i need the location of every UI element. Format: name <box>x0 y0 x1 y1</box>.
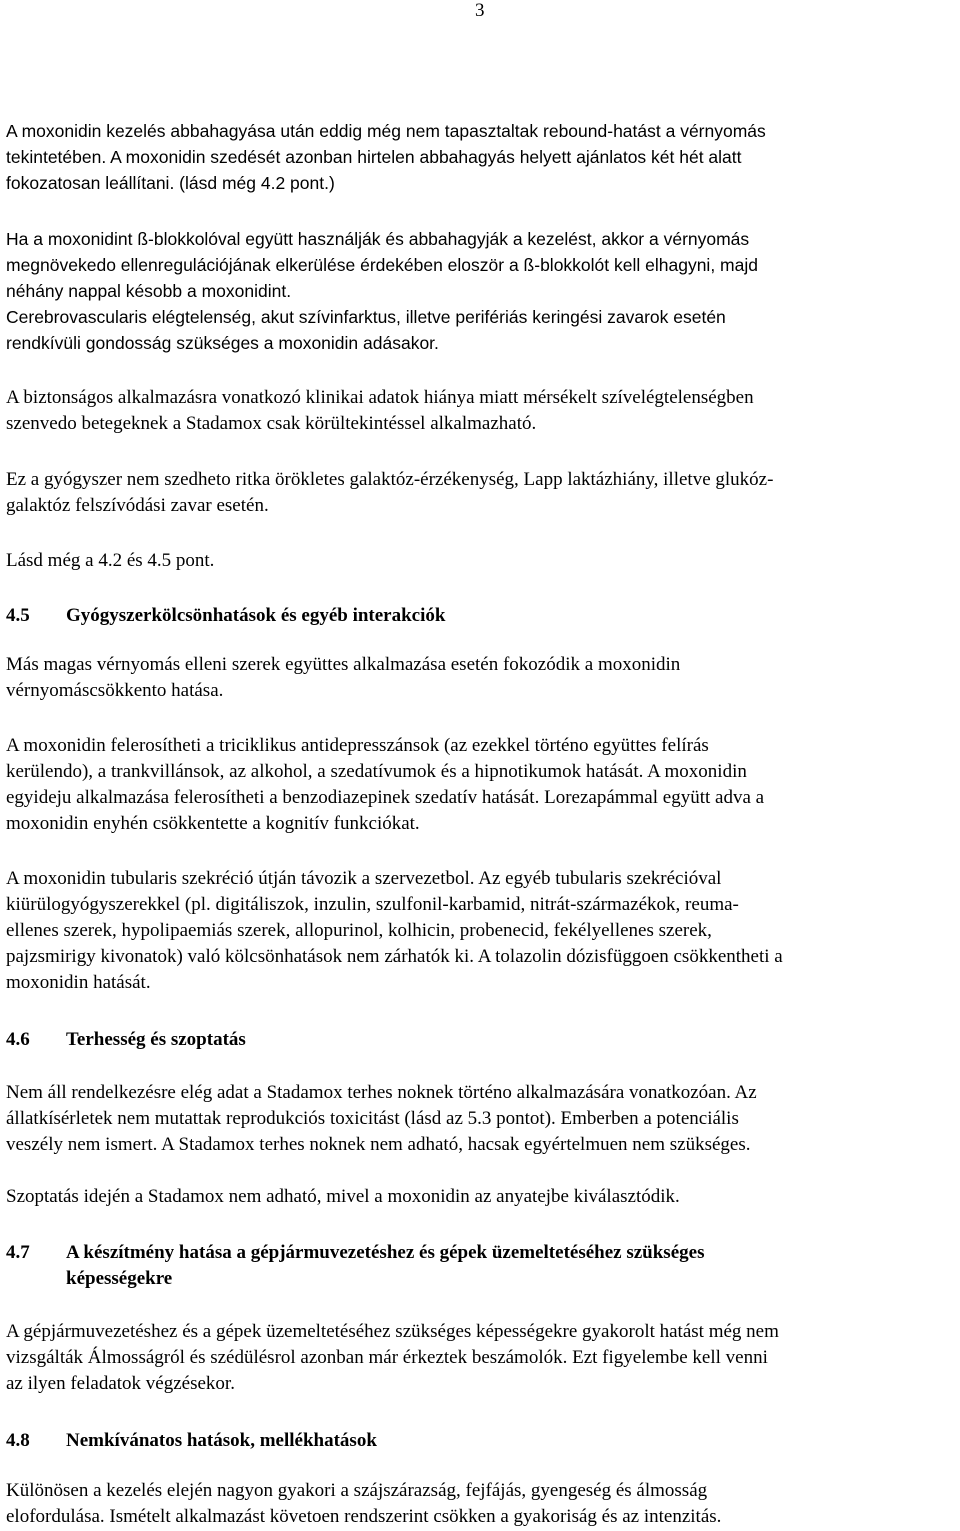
section-number: 4.6 <box>6 1029 30 1050</box>
paragraph-heart-failure <box>6 385 954 437</box>
text-line: ellenes szerek, hypolipaemiás szerek, allopurinol, kolhicin, probenecid, fekélyellenes szerek, <box>6 920 712 941</box>
text-line: moxonidin enyhén csökkentette a kognitív funkciókat. <box>6 813 420 834</box>
section-number: 4.7 <box>6 1242 30 1263</box>
text-line: A biztonságos alkalmazásra vonatkozó klinikai adatok hiánya miatt mérsékelt szívelégtelenségben <box>6 387 754 408</box>
text-line: moxonidin hatását. <box>6 972 151 993</box>
page-number: 3 <box>475 0 485 21</box>
section-heading-4-5 <box>6 603 954 629</box>
text-line: Lásd még a 4.2 és 4.5 pont. <box>6 550 215 571</box>
text-line: Szoptatás idején a Stadamox nem adható, mivel a moxonidin az anyatejbe kiválasztódik. <box>6 1186 680 1207</box>
paragraph-antihypertensives <box>6 652 954 704</box>
section-number: 4.8 <box>6 1430 30 1451</box>
text-line: Nem áll rendelkezésre elég adat a Stadamox terhes noknek történo alkalmazására vonatkozóan. Az <box>6 1082 757 1103</box>
text-line: vérnyomáscsökkento hatása. <box>6 680 224 701</box>
paragraph-beta-blocker <box>6 226 954 356</box>
text-line: Különösen a kezelés elején nagyon gyakori a szájszárazság, fejfájás, gyengeség és álmosság <box>6 1480 708 1501</box>
text-line: kiürülogyógyszerekkel (pl. digitáliszok, inzulin, szulfonil-karbamid, nitrát-származékok, reuma- <box>6 894 739 915</box>
paragraph-tubular-secretion <box>6 866 954 996</box>
paragraph-cns-interactions <box>6 733 954 837</box>
paragraph-driving <box>6 1319 954 1397</box>
paragraph-rebound <box>6 118 954 196</box>
paragraph-pregnancy <box>6 1080 954 1158</box>
text-line: galaktóz felszívódási zavar esetén. <box>6 495 269 516</box>
section-title: Nemkívánatos hatások, mellékhatások <box>66 1430 377 1451</box>
paragraph-galactose <box>6 467 954 519</box>
text-line: néhány nappal késobb a moxonidint. <box>6 281 292 301</box>
section-title: Terhesség és szoptatás <box>66 1029 246 1050</box>
text-line: szenvedo betegeknek a Stadamox csak körültekintéssel alkalmazható. <box>6 413 537 434</box>
section-title: A készítmény hatása a gépjármuvezetéshez és gépek üzemeltetéséhez szükséges <box>66 1242 705 1263</box>
text-line: kerülendo), a trankvillánsok, az alkohol, a szedatívumok és a hipnotikumok hatását. A moxonidin <box>6 761 747 782</box>
paragraph-breastfeeding <box>6 1184 954 1210</box>
text-line: Ez a gyógyszer nem szedheto ritka örökletes galaktóz-érzékenység, Lapp laktázhiány, illetve glukóz- <box>6 469 774 490</box>
text-line: az ilyen feladatok végzésekor. <box>6 1373 235 1394</box>
text-line: tekintetében. A moxonidin szedését azonban hirtelen abbahagyás helyett ajánlatos két hét alatt <box>6 147 742 167</box>
text-line: veszély nem ismert. A Stadamox terhes noknek nem adható, hacsak egyértelmuen nem szükséges. <box>6 1134 751 1155</box>
text-line: A moxonidin kezelés abbahagyása után eddig még nem tapasztaltak rebound-hatást a vérnyomás <box>6 121 766 141</box>
section-title: Gyógyszerkölcsönhatások és egyéb interakciók <box>66 605 446 626</box>
text-line: Cerebrovascularis elégtelenség, akut szívinfarktus, illetve perifériás keringési zavarok esetén <box>6 307 726 327</box>
text-line: állatkísérletek nem mutattak reprodukciós toxicitást (lásd az 5.3 pontot). Emberben a potenciális <box>6 1108 739 1129</box>
text-line: fokozatosan leállítani. (lásd még 4.2 pont.) <box>6 173 335 193</box>
text-line: vizsgálták Álmosságról és szédülésrol azonban már érkeztek beszámolók. Ezt figyelembe kell venni <box>6 1347 768 1368</box>
paragraph-side-effects <box>6 1478 954 1530</box>
section-heading-4-8 <box>6 1428 954 1454</box>
text-line: egyideju alkalmazása felerosítheti a benzodiazepinek szedatív hatását. Lorezapámmal együtt adva a <box>6 787 765 808</box>
text-line: rendkívüli gondosság szükséges a moxonidin adásakor. <box>6 333 439 353</box>
text-line: Más magas vérnyomás elleni szerek együttes alkalmazása esetén fokozódik a moxonidin <box>6 654 681 675</box>
paragraph-see-also <box>6 548 954 574</box>
section-number: 4.5 <box>6 605 30 626</box>
section-heading-4-6 <box>6 1027 954 1053</box>
text-line: A moxonidin tubularis szekréció útján távozik a szervezetbol. Az egyéb tubularis szekrécióval <box>6 868 722 889</box>
section-heading-4-7 <box>6 1240 954 1292</box>
text-line: elofordulása. Ismételt alkalmazást követoen rendszerint csökken a gyakoriság és az intenzitás. <box>6 1506 722 1527</box>
text-line: pajzsmirigy kivonatok) való kölcsönhatások nem zárhatók ki. A tolazolin dózisfüggoen csökkentheti a <box>6 946 783 967</box>
section-title-continued: képességekre <box>66 1268 173 1289</box>
text-line: A gépjármuvezetéshez és a gépek üzemeltetéséhez szükséges képességekre gyakorolt hatást még nem <box>6 1321 779 1342</box>
text-line: megnövekedo ellenregulációjának elkerülése érdekében eloször a ß-blokkolót kell elhagyni, majd <box>6 255 758 275</box>
text-line: Ha a moxonidint ß-blokkolóval együtt használják és abbahagyják a kezelést, akkor a vérnyomás <box>6 229 750 249</box>
text-line: A moxonidin felerosítheti a triciklikus antidepresszánsok (az ezekkel történo együttes felírás <box>6 735 709 756</box>
